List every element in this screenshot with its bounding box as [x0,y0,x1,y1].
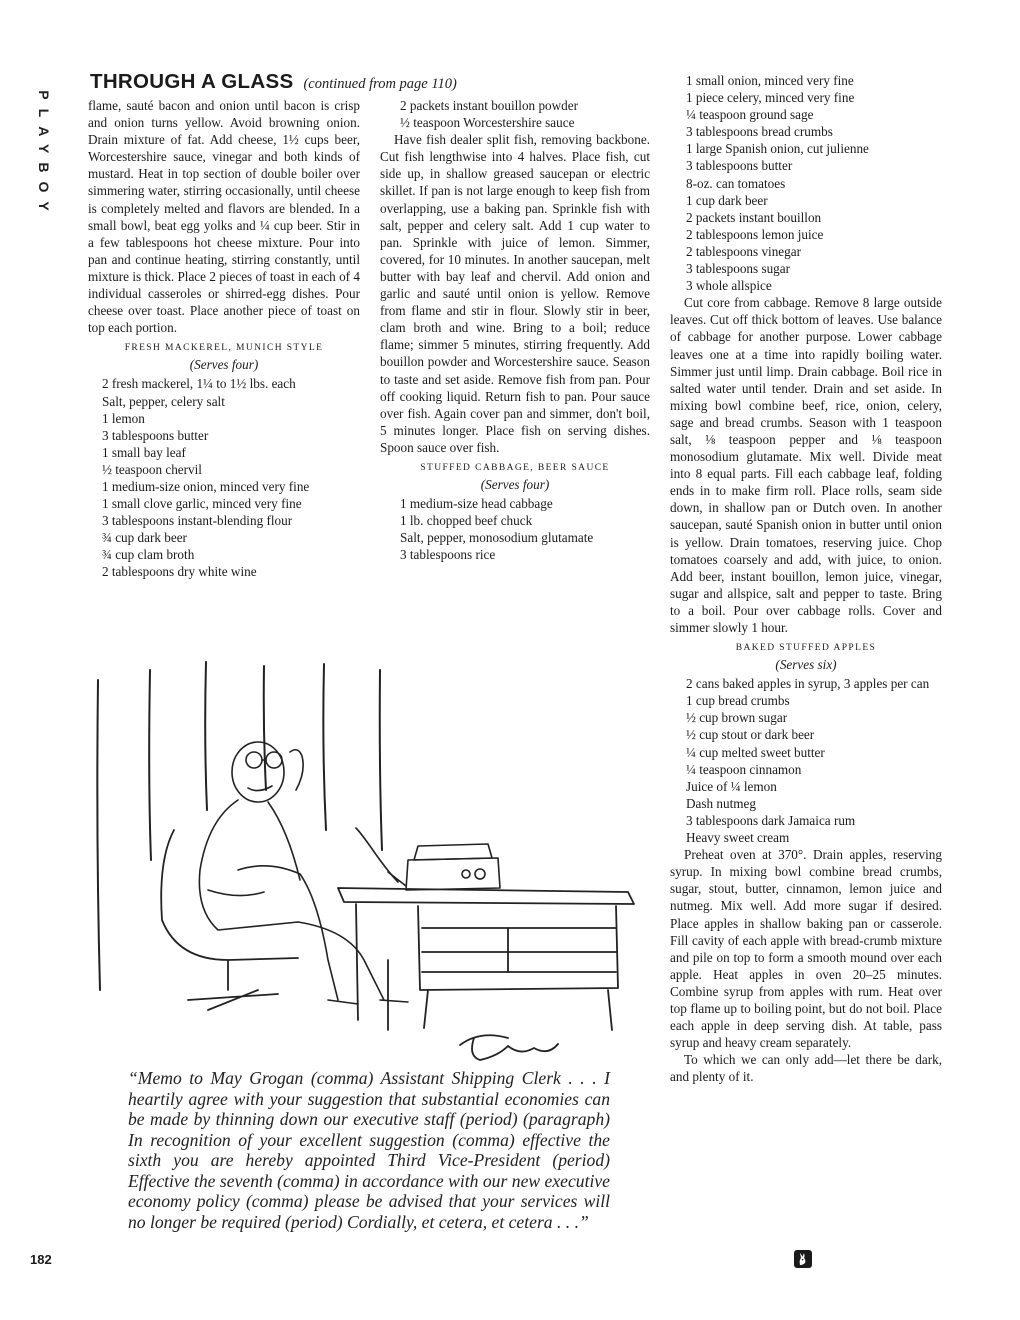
list-item: 1 small onion, minced very fine [686,73,854,88]
artist-signature [460,1035,558,1060]
list-item: ¼ cup melted sweet butter [686,744,825,760]
list-item: ½ cup brown sugar [686,710,788,726]
list-item: 2 tablespoons vinegar [686,243,801,259]
list-item: ¼ teaspoon cinnamon [686,761,802,777]
list-item: Heavy sweet cream [686,830,790,846]
dictating-machine [356,828,500,890]
list-item: 2 packets instant bouillon [686,209,822,225]
body-paragraph: Cut core from cabbage. Remove 8 large outside leaves. Cut off thick bottom of leaves. Use balance of cabbage for another purpose. Lower cabbage leaves one at a time into rapidly boiling water. Simmer just until limp. Drain cabbage. Boil rice in salted water until tender. Drain and set aside. In mixing bowl combine beef, rice, onion, celery, sage and bread crumbs. Season with 1 teaspoon salt, ⅛ teaspoon pepper and ⅛ teaspoon monosodium glutamate. Mix well. Divide meat into 8 equal parts. Fill each cabbage leaf, folding ends in to make firm roll. Place rolls, seam side down, in shallow pan or Dutch oven. In another saucepan, sauté Spanish onion in butter until onion is yellow. Drain tomatoes, reserving juice. Chop tomatoes coarsely and add, with juice, to onion. Add beer, instant bouillon, lemon juice, vinegar, sugar and allspice, salt and pepper to taste. Bring to a boil. Pour over cabbage rolls. Cover and simmer slowly 1 hour. [670,295,942,635]
article-heading [90,70,690,100]
list-item: ½ teaspoon chervil [102,461,202,477]
list-item: 2 tablespoons dry white wine [102,564,257,580]
list-item: 1 lemon [102,410,145,426]
list-item: ¾ cup dark beer [102,530,187,546]
list-item: 3 tablespoons dark Jamaica rum [686,812,856,828]
body-paragraph: flame, sauté bacon and onion until bacon is crisp and onion turns yellow. Avoid browning onion. Drain mixture of fat. Add cheese, 1½ cups beer, Worcestershire sauce, vinegar and both kinds of mustard. Heat in top section of double boiler over simmering water, stirring occasionally, until cheese is completely melted and flavors are blended. In a small bowl, beat egg yolks and ¼ cup beer. Stir in a few tablespoons hot cheese mixture. Pour into pan and continue heating, stirring constantly, until mixture is thick. Place 2 pieces of toast in each of 4 individual casseroles or shirred-egg dishes. Pour cheese over toast. Place another piece of toast on top each portion. [88,98,360,336]
list-item: 1 cup dark beer [686,192,768,208]
list-item: 1 medium-size onion, minced very fine [102,478,310,494]
list-item: 1 small clove garlic, minced very fine [102,496,302,512]
body-paragraph: Have fish dealer split fish, removing backbone. Cut fish lengthwise into 4 halves. Place fish, cut side up, in shallow greased saucepan or electric skillet. If pan is not large enough to keep fish from overlapping, use a baking pan. Sprinkle fish with salt, pepper and celery salt. Add 1 cup water to pan. Sprinkle with juice of lemon. Simmer, covered, for 10 minutes. In another saucepan, melt butter with bay leaf and chervil. Add onion and garlic and sauté until onion is yellow. Remove from flame and stir in flour. Slowly stir in beer, clam broth and wine. Bring to a boil; reduce flame; simmer 5 minutes, stirring frequently. Add bouillon powder and Worcestershire sauce. Season to taste and set aside. Remove fish from pan. Pour off cooking liquid. Return fish to pan. Pour sauce over fish. Again cover pan and simmer, don't boil, 5 minutes longer. Place fish on serving dishes. Spoon sauce over fish. [380,132,650,455]
list-item: 1 small bay leaf [102,444,186,460]
list-item: 2 cans baked apples in syrup, 3 apples per can [686,676,930,692]
ingredient-list [88,375,360,580]
list-item: 1 lb. chopped beef chuck [400,513,533,529]
list-item: ½ cup stout or dark beer [686,727,815,743]
wall-panels [97,662,382,990]
column-1 [88,97,360,581]
list-item: 3 tablespoons bread crumbs [686,124,833,140]
list-item: ¼ teaspoon ground sage [686,107,814,123]
list-item: 3 whole allspice [686,278,772,294]
chair [161,830,298,1010]
list-item: 2 fresh mackerel, 1¼ to 1½ lbs. each [102,376,296,392]
recipe-title: FRESH MACKEREL, MUNICH STYLE [124,343,324,354]
list-item: 3 tablespoons rice [400,547,496,563]
cartoon-caption: “Memo to May Grogan (comma) Assistant Shipping Clerk . . . I heartily agree with your suggestion that substantial economies can be made by thinning down our executive staff (period) (paragraph) In recognition of your excellent suggestion (comma) effective the sixth you are hereby appointed Third Vice-President (period) Effective the seventh (comma) in accordance with our new executive economy policy (comma) please be advised that your services will no longer be required (period) Cordially, et cetera, et cetera . . .” [128,1068,610,1232]
list-item: Salt, pepper, monosodium glutamate [400,530,594,546]
list-item: ¾ cup clam broth [102,547,195,563]
serves-note: (Serves four) [189,357,259,373]
column-2 [380,97,650,563]
serves-note: (Serves six) [775,657,837,673]
list-item: 1 large Spanish onion, cut julienne [686,141,869,157]
list-item: ½ teaspoon Worcestershire sauce [400,115,575,131]
list-item: 3 tablespoons sugar [686,261,791,277]
serves-note: (Serves four) [480,476,550,492]
ingredient-list [380,495,650,563]
column-3 [670,72,942,1085]
list-item: Dash nutmeg [686,795,756,811]
article-title: THROUGH A GLASS [90,70,294,93]
list-item: 8-oz. can tomatoes [686,175,786,191]
page-number: 182 [30,1252,52,1267]
list-item: 3 tablespoons instant-blending flour [102,513,293,529]
list-item: 2 tablespoons lemon juice [686,226,824,242]
executive-figure [199,742,408,1004]
desk [338,888,634,1030]
list-item: Juice of ¼ lemon [686,778,777,794]
continued-note: (continued from page 110) [303,76,457,92]
recipe-title: BAKED STUFFED APPLES [735,643,877,654]
ingredient-list [670,72,942,294]
list-item: Salt, pepper, celery salt [102,393,225,409]
rabbit-logo-icon [794,1250,812,1268]
magazine-name-vertical: PLAYBOY [36,90,52,220]
ingredient-list [670,675,942,846]
ingredient-list [380,97,650,131]
body-paragraph: Preheat oven at 370°. Drain apples, reserving syrup. In mixing bowl combine bread crumbs, sugar, stout, butter, cinnamon, lemon juice and nutmeg. Mix well. Add more sugar if desired. Place apples in shallow baking pan or casserole. Fill cavity of each apple with bread-crumb mixture and pile on top to form a smooth mound over each apple. Heat apples in oven 20–25 minutes. Combine syrup from apples with rum. Heat over top flame up to boiling point, but do not boil. Place each apple in deep serving dish. At table, pass syrup and heavy cream separately. [670,847,942,1051]
list-item: 1 piece celery, minced very fine [686,90,855,106]
list-item: 3 tablespoons butter [102,427,209,443]
recipe-title: STUFFED CABBAGE, BEER SAUCE [420,462,610,473]
list-item: 1 cup bread crumbs [686,693,790,709]
list-item: 1 medium-size head cabbage [400,496,553,512]
closing-paragraph: To which we can only add—let there be dark, and plenty of it. [670,1052,942,1085]
list-item: 3 tablespoons butter [686,158,793,174]
list-item: 2 packets instant bouillon powder [400,98,578,113]
cartoon-illustration [88,660,648,1070]
